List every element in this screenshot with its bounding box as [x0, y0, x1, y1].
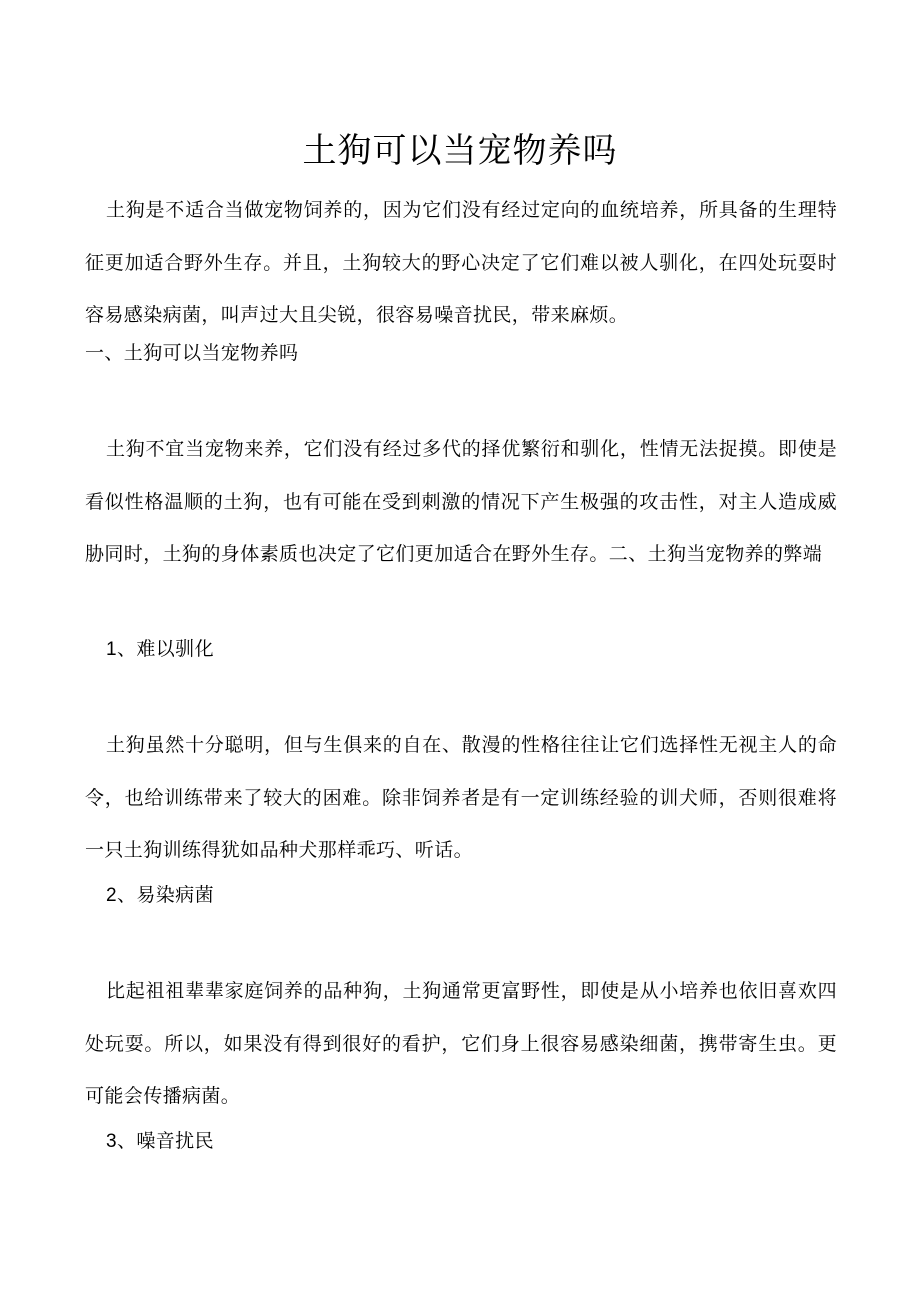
item-2-paragraph: 比起祖祖辈辈家庭饲养的品种狗，土狗通常更富野性，即使是从小培养也依旧喜欢四处玩耍。所以，如果没有得到很好的看护，它们身上很容易感染细菌，携带寄生虫。更可能会传播病菌。	[85, 980, 837, 1107]
section-1-paragraph: 土狗不宜当宠物来养，它们没有经过多代的择优繁衍和驯化，性情无法捉摸。即使是看似性格温顺的土狗，也有可能在受到刺激的情况下产生极强的攻击性，对主人造成威胁同时，土狗的身体素质也决定了它们更加适合在野外生存。二、土狗当宠物养的弊端	[85, 438, 837, 565]
item-3-heading	[106, 1126, 214, 1157]
item-1-number: 1	[106, 639, 117, 660]
page-title: 土狗可以当宠物养吗	[302, 131, 618, 171]
item-2-title: 、易染病菌	[116, 884, 214, 906]
item-2-heading	[106, 880, 214, 911]
item-2-number: 2	[106, 885, 117, 906]
section-1-heading: 一、土狗可以当宠物养吗	[85, 342, 299, 364]
intro-paragraph: 土狗是不适合当做宠物饲养的，因为它们没有经过定向的血统培养，所具备的生理特征更加适合野外生存。并且，土狗较大的野心决定了它们难以被人驯化，在四处玩耍时容易感染病菌，叫声过大且尖锐，很容易噪音扰民，带来麻烦。	[85, 199, 837, 326]
item-1-heading	[106, 634, 214, 665]
item-3-title: 、噪音扰民	[116, 1130, 214, 1152]
item-3-number: 3	[106, 1131, 117, 1152]
item-1-title: 、难以驯化	[116, 638, 214, 660]
item-1-paragraph: 土狗虽然十分聪明，但与生俱来的自在、散漫的性格往往让它们选择性无视主人的命令，也给训练带来了较大的困难。除非饲养者是有一定训练经验的训犬师，否则很难将一只土狗训练得犹如品种犬那样乖巧、听话。	[85, 734, 837, 861]
